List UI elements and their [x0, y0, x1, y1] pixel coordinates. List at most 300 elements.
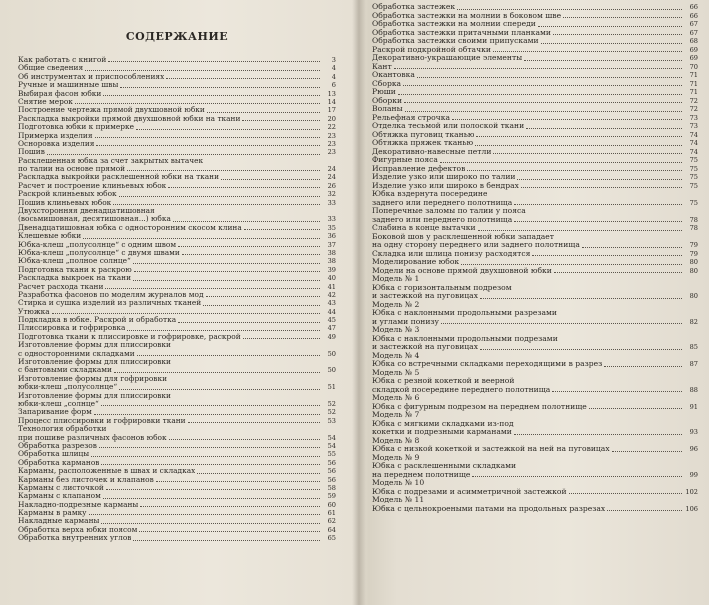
toc-entry	[372, 437, 698, 446]
toc-entry-title: с односторонними складками	[18, 349, 135, 358]
toc-entry-title: Плиссировка и гофрировка	[18, 324, 126, 333]
toc-entry	[372, 479, 698, 488]
toc-entry	[372, 505, 698, 514]
toc-leader-dots	[612, 451, 682, 452]
toc-entry	[372, 63, 698, 72]
toc-entry-page: 22	[327, 123, 336, 132]
toc-entry-title: Раскладка выкроек на ткани	[18, 274, 131, 283]
toc-entry	[372, 275, 698, 284]
toc-entry-page: 80	[689, 266, 698, 275]
toc-entry-page: 61	[327, 509, 336, 518]
toc-entry	[18, 266, 336, 274]
toc-leader-dots	[47, 154, 320, 155]
toc-leader-dots	[133, 280, 320, 281]
toc-entry-title: Общие сведения	[18, 64, 84, 73]
toc-entry-title: Процесс плиссировки и гофрировки ткани	[18, 416, 186, 425]
toc-leader-dots	[441, 323, 682, 324]
toc-entry-title: Обработка карманов	[18, 458, 100, 467]
toc-entry	[372, 182, 698, 191]
toc-list-left	[18, 56, 336, 543]
toc-entry-page: 13	[327, 89, 336, 98]
toc-entry-page: 52	[327, 400, 336, 408]
toc-entry-title: Юбка-клеш „полное солнце“	[18, 257, 131, 266]
toc-leader-dots	[493, 153, 682, 154]
toc-entry-title: Технология обработки	[18, 425, 107, 434]
toc-entry-page: 67	[689, 28, 698, 37]
toc-entry-title: Изготовление формы для плиссировки	[18, 391, 171, 400]
toc-leader-dots	[101, 405, 320, 406]
toc-leader-dots	[524, 60, 682, 61]
toc-entry-page: 71	[689, 88, 698, 96]
toc-entry-page: 37	[327, 240, 336, 249]
toc-entry	[372, 420, 698, 429]
toc-entry	[372, 377, 698, 386]
toc-entry-title: на одну сторону переднего или заднего полотнища	[372, 241, 580, 249]
toc-leader-dots	[105, 288, 320, 289]
toc-entry-title: Юбка с низкой кокеткой и застежкой на ней на пуговицах	[372, 445, 610, 453]
toc-entry	[372, 292, 698, 301]
toc-entry	[372, 462, 698, 471]
toc-entry	[372, 267, 698, 276]
toc-entry-page: 24	[327, 165, 336, 174]
toc-entry-page: 93	[689, 428, 698, 436]
toc-entry	[372, 403, 698, 412]
toc-entry-page: 43	[327, 299, 336, 308]
toc-entry	[18, 534, 336, 542]
toc-entry-page: 71	[689, 71, 698, 79]
toc-leader-dots	[514, 221, 682, 222]
toc-entry-page: 88	[689, 385, 698, 394]
toc-entry-page: 85	[689, 343, 698, 351]
toc-entry-title: Раскладка выкройки расклешенной юбки на ткани	[18, 173, 220, 182]
toc-leader-dots	[203, 305, 320, 306]
toc-entry	[372, 224, 698, 233]
toc-entry	[18, 140, 336, 148]
toc-entry-page: 65	[327, 534, 336, 543]
toc-entry	[18, 257, 336, 265]
toc-entry	[372, 199, 698, 208]
toc-entry-page: 75	[689, 156, 698, 164]
toc-leader-dots	[106, 489, 320, 490]
toc-entry-page: 75	[689, 181, 698, 190]
toc-entry	[18, 509, 336, 517]
toc-entry-title: Клешевые юбки	[18, 232, 82, 241]
toc-entry-title: Ручные и машинные швы	[18, 81, 119, 90]
toc-entry	[372, 88, 698, 97]
toc-entry	[18, 224, 336, 232]
toc-entry	[18, 283, 336, 291]
toc-entry-title: Об инструментах и приспособлениях	[18, 72, 165, 81]
toc-entry-page: 51	[327, 383, 336, 392]
toc-entry-title: Изготовление формы для плиссировки	[18, 341, 171, 350]
toc-entry	[18, 165, 336, 173]
toc-leader-dots	[394, 68, 682, 69]
toc-entry-title: Пошив	[18, 148, 45, 157]
toc-entry	[18, 190, 336, 198]
toc-entry-page: 26	[327, 181, 336, 190]
toc-leader-dots	[119, 196, 320, 197]
toc-leader-dots	[457, 9, 682, 10]
toc-leader-dots	[168, 187, 320, 188]
toc-entry-page: 99	[689, 470, 698, 479]
toc-leader-dots	[99, 447, 320, 448]
toc-entry-title: Подкладка в юбке. Раскрой и обработка	[18, 316, 177, 325]
toc-entry	[18, 459, 336, 467]
toc-entry-title: Модель № 5	[372, 368, 420, 377]
toc-leader-dots	[242, 120, 320, 121]
toc-entry-page: 52	[327, 408, 336, 417]
toc-leader-dots	[538, 26, 682, 27]
toc-entry-page: 36	[327, 232, 336, 241]
toc-entry-title: Юбка-клеш „полусолнце“ с двумя швами	[18, 248, 180, 257]
toc-entry-page: 20	[327, 114, 336, 123]
toc-entry-page: 24	[327, 173, 336, 182]
toc-entry-title: Пошив клиньевых юбок	[18, 198, 112, 207]
toc-entry	[18, 182, 336, 190]
toc-entry-title: Изделие узко или широко в бендрах	[372, 181, 519, 190]
toc-entry	[372, 326, 698, 335]
toc-entry-page: 54	[327, 441, 336, 450]
toc-list-right	[372, 3, 698, 513]
toc-entry	[18, 90, 336, 98]
toc-entry-page: 17	[327, 106, 336, 115]
toc-leader-dots	[553, 34, 682, 35]
toc-entry-page: 33	[327, 198, 336, 207]
toc-leader-dots	[83, 238, 320, 239]
toc-entry-page: 23	[327, 131, 336, 140]
toc-entry-page: 23	[327, 148, 336, 157]
toc-entry-page: 75	[689, 164, 698, 173]
toc-entry-page: 56	[327, 458, 336, 467]
toc-leader-dots	[569, 493, 682, 494]
toc-entry	[18, 492, 336, 500]
toc-entry-title: юбки-клеш „солнце“	[18, 400, 99, 408]
toc-entry-title: Модели на основе прямой двухшовной юбки	[372, 266, 552, 275]
toc-entry-title: Юбка с подрезами и асимметричной застежкой	[372, 487, 567, 496]
toc-entry-page: 23	[327, 139, 336, 148]
toc-entry-title: Запаривание форм	[18, 408, 92, 417]
toc-leader-dots	[52, 313, 320, 314]
toc-entry	[18, 299, 336, 307]
toc-entry	[18, 81, 336, 89]
toc-entry-title: Утюжка	[18, 307, 50, 316]
toc-entry	[372, 122, 698, 131]
toc-leader-dots	[188, 422, 320, 423]
toc-leader-dots	[472, 476, 682, 477]
toc-leader-dots	[403, 85, 682, 86]
toc-entry-title: (восьмишовная, десятишовная...) юбка	[18, 215, 171, 224]
toc-leader-dots	[563, 17, 682, 18]
toc-entry	[372, 216, 698, 225]
toc-entry	[18, 408, 336, 416]
toc-leader-dots	[582, 247, 682, 248]
toc-entry-title: Исправление дефектов	[372, 164, 466, 173]
toc-entry	[372, 37, 698, 46]
toc-entry	[372, 105, 698, 114]
toc-entry	[18, 484, 336, 492]
toc-entry-page: 73	[689, 113, 698, 122]
toc-leader-dots	[517, 179, 682, 180]
toc-entry-title: Модель № 9	[372, 453, 420, 462]
toc-entry	[372, 411, 698, 420]
toc-entry-title: Моделирование юбок	[372, 258, 460, 266]
toc-entry-title: Обработка шлицы	[18, 450, 90, 459]
toc-entry	[18, 325, 336, 333]
toc-entry	[372, 386, 698, 395]
toc-entry-title: Кант	[372, 62, 392, 71]
toc-entry-title: Юбка с расклешенными складками	[372, 462, 517, 470]
toc-leader-dots	[398, 94, 682, 95]
toc-leader-dots	[607, 510, 682, 511]
toc-leader-dots	[178, 246, 320, 247]
toc-leader-dots	[103, 498, 320, 499]
toc-entry-title: Обработка застежки своими припусками	[372, 37, 539, 45]
toc-entry	[372, 241, 698, 250]
toc-leader-dots	[173, 221, 320, 222]
toc-entry-title: Окантовка	[372, 71, 415, 79]
toc-leader-dots	[139, 531, 320, 532]
toc-entry-title: Примерка изделия	[18, 131, 93, 140]
toc-entry-title: Карманы в рамку	[18, 509, 87, 518]
toc-entry-page: 39	[327, 265, 336, 274]
toc-leader-dots	[169, 439, 320, 440]
toc-entry	[18, 341, 336, 349]
toc-leader-dots	[103, 95, 320, 96]
toc-entry	[18, 199, 336, 207]
toc-entry-page: 47	[327, 324, 336, 333]
toc-leader-dots	[221, 179, 320, 180]
toc-entry	[18, 98, 336, 106]
toc-entry-title: Раскрой клиньевых юбок	[18, 190, 117, 199]
toc-leader-dots	[127, 170, 320, 171]
toc-entry-page: 79	[689, 249, 698, 258]
toc-entry-page: 50	[327, 349, 336, 358]
toc-entry-title: Рюши	[372, 88, 396, 96]
toc-entry-title: Воланы	[372, 105, 403, 113]
toc-leader-dots	[476, 136, 682, 137]
toc-leader-dots	[94, 414, 320, 415]
toc-leader-dots	[182, 254, 320, 255]
toc-leader-dots	[101, 523, 320, 524]
toc-leader-dots	[114, 372, 320, 373]
toc-entry-page: 80	[689, 258, 698, 266]
toc-entry-page: 74	[689, 130, 698, 139]
toc-leader-dots	[96, 145, 320, 146]
toc-entry-title: Юбка с фигурным подрезом на переднем полотнище	[372, 402, 587, 411]
toc-entry	[18, 467, 336, 475]
toc-entry	[372, 190, 698, 199]
toc-leader-dots	[552, 391, 682, 392]
toc-entry-title: Юбка с резной кокеткой и веерной	[372, 377, 515, 385]
toc-entry	[18, 215, 336, 223]
toc-entry-title: Накладно-подрезные карманы	[18, 500, 139, 509]
toc-entry	[372, 309, 698, 318]
toc-entry	[18, 442, 336, 450]
toc-leader-dots	[91, 456, 320, 457]
toc-leader-dots	[113, 204, 320, 205]
toc-entry-title: Модель № 7	[372, 411, 420, 419]
toc-leader-dots	[589, 408, 682, 409]
toc-entry	[372, 114, 698, 123]
toc-entry-page: 62	[327, 517, 336, 526]
toc-entry-title: Карманы с листочкой	[18, 483, 104, 492]
toc-entry	[18, 476, 336, 484]
toc-entry-title: Оборки	[372, 96, 403, 105]
toc-entry-title: и застежкой на пуговицах	[372, 343, 478, 351]
toc-entry-title: Юбка-клеш „полусолнце“ с одним швом	[18, 240, 177, 249]
toc-entry-page: 72	[689, 96, 698, 105]
toc-entry-title: Снятие мерок	[18, 97, 73, 106]
toc-leader-dots	[243, 338, 320, 339]
toc-entry-title: юбки-клеш „полусолнце“	[18, 383, 118, 392]
toc-entry	[372, 394, 698, 403]
toc-leader-dots	[101, 464, 320, 465]
toc-entry	[372, 250, 698, 259]
toc-entry	[372, 46, 698, 55]
toc-entry	[372, 54, 698, 63]
toc-leader-dots	[480, 349, 682, 350]
toc-entry-page: 74	[689, 139, 698, 147]
toc-entry-title: Подготовка юбки к примерке	[18, 123, 135, 132]
toc-entry-page: 91	[689, 402, 698, 411]
toc-entry	[372, 360, 698, 369]
toc-entry	[18, 392, 336, 400]
toc-entry-page: 49	[327, 332, 336, 341]
toc-entry-title: Обработка застежек	[372, 3, 456, 11]
toc-entry	[372, 80, 698, 89]
toc-entry-page: 14	[327, 97, 336, 106]
toc-entry-title: Двухсторонняя двенадцатишовная	[18, 207, 155, 216]
toc-entry	[372, 173, 698, 182]
toc-entry	[18, 450, 336, 458]
toc-entry	[18, 241, 336, 249]
toc-entry-page: 60	[327, 500, 336, 509]
toc-leader-dots	[554, 272, 682, 273]
toc-entry-title: Модель № 10	[372, 479, 425, 487]
toc-entry-title: Раскладка выкройки прямой двухшовной юбки на ткани	[18, 114, 241, 123]
toc-entry	[372, 3, 698, 12]
toc-entry-title: Изготовление формы для гофрировки	[18, 374, 167, 383]
toc-entry-title: складкой посередине переднего полотнища	[372, 385, 551, 394]
toc-entry-title: Расчет расхода ткани	[18, 282, 104, 291]
toc-entry-title: Разработка фасонов по моделям журналов мод	[18, 290, 204, 299]
toc-leader-dots	[133, 540, 320, 541]
toc-leader-dots	[156, 481, 320, 482]
toc-leader-dots	[521, 187, 682, 188]
toc-leader-dots	[75, 103, 320, 104]
toc-leader-dots	[514, 204, 682, 205]
toc-entry-title: Подготовка ткани к плиссировке и гофрировке, раскрой	[18, 332, 241, 341]
toc-leader-dots	[140, 506, 320, 507]
toc-leader-dots	[197, 473, 320, 474]
toc-entry	[18, 207, 336, 215]
toc-entry	[372, 148, 698, 157]
toc-entry-title: Обработка застежки притачными планками	[372, 28, 551, 37]
toc-entry-page: 41	[327, 282, 336, 291]
toc-entry-title: заднего или переднего полотнища	[372, 198, 513, 207]
toc-entry-title: по талии на основе прямой	[18, 165, 126, 174]
toc-entry-title: с бантовыми складками	[18, 366, 112, 375]
toc-entry	[18, 501, 336, 509]
toc-entry	[372, 471, 698, 480]
toc-leader-dots	[108, 61, 320, 62]
toc-entry-page: 75	[689, 173, 698, 181]
toc-entry-page: 6	[331, 81, 336, 90]
toc-entry	[372, 97, 698, 106]
toc-entry-title: и застежкой на пуговицах	[372, 292, 478, 300]
toc-entry-title: Модель № 6	[372, 394, 420, 402]
toc-entry	[372, 165, 698, 174]
toc-entry-title: Юбка с мягкими складками из-под	[372, 419, 514, 428]
toc-entry-title: Обработка внутренних углов	[18, 534, 132, 543]
toc-entry	[372, 428, 698, 437]
toc-entry-title: заднего или переднего полотнища	[372, 215, 513, 224]
toc-entry-title: Модель № 2	[372, 300, 420, 309]
toc-entry	[18, 417, 336, 425]
toc-entry-page: 53	[327, 416, 336, 425]
toc-entry-page: 54	[327, 433, 336, 442]
toc-entry-title: Стирка и сушка изделий из различных тканей	[18, 299, 202, 308]
toc-entry-page: 68	[689, 37, 698, 45]
toc-leader-dots	[493, 51, 682, 52]
toc-entry	[18, 148, 336, 156]
toc-entry	[372, 233, 698, 242]
toc-entry-title: при пошиве различных фасонов юбок	[18, 433, 167, 442]
toc-entry-page: 42	[327, 290, 336, 299]
toc-leader-dots	[166, 78, 320, 79]
toc-leader-dots	[604, 366, 682, 367]
toc-entry-page: 56	[327, 475, 336, 484]
toc-entry-title: Поперечные заломы по талии у пояса	[372, 207, 526, 215]
toc-entry-title: Изделие узко или широко по талии	[372, 173, 516, 181]
toc-entry	[372, 318, 698, 327]
toc-entry	[18, 56, 336, 64]
toc-entry-title: Юбка с горизонтальным подрезом	[372, 283, 512, 292]
toc-leader-dots	[206, 296, 321, 297]
toc-entry-page: 50	[327, 366, 336, 375]
toc-entry-title: Раскрой подкройной обтачки	[372, 45, 491, 54]
toc-entry	[18, 434, 336, 442]
toc-leader-dots	[136, 129, 320, 130]
toc-entry-page: 75	[689, 198, 698, 207]
toc-entry-title: Модель № 8	[372, 436, 420, 445]
toc-entry	[18, 350, 336, 358]
toc-entry	[18, 308, 336, 316]
toc-entry	[18, 526, 336, 534]
toc-entry-title: Сборка	[372, 79, 402, 88]
toc-entry	[18, 316, 336, 324]
toc-leader-dots	[461, 264, 682, 265]
toc-leader-dots	[467, 170, 682, 171]
toc-entry	[372, 352, 698, 361]
toc-entry-title: Карманы с клапаном	[18, 492, 101, 501]
toc-entry-title: Модель № 1	[372, 275, 420, 283]
toc-entry	[372, 156, 698, 165]
toc-leader-dots	[440, 162, 682, 163]
toc-entry	[18, 106, 336, 114]
toc-leader-dots	[133, 263, 320, 264]
toc-leader-dots	[207, 112, 320, 113]
toc-entry-title: Изготовление формы для плиссировки	[18, 358, 171, 367]
toc-entry	[18, 383, 336, 391]
toc-entry	[18, 157, 336, 165]
toc-entry-title: Юбка со встречными складками переходящими в разрез	[372, 360, 603, 368]
toc-entry	[372, 301, 698, 310]
toc-entry-title: Накладные карманы	[18, 517, 100, 526]
toc-entry	[18, 64, 336, 72]
toc-entry-page: 96	[689, 445, 698, 453]
toc-entry-title: Выбирая фасон юбки	[18, 89, 102, 98]
